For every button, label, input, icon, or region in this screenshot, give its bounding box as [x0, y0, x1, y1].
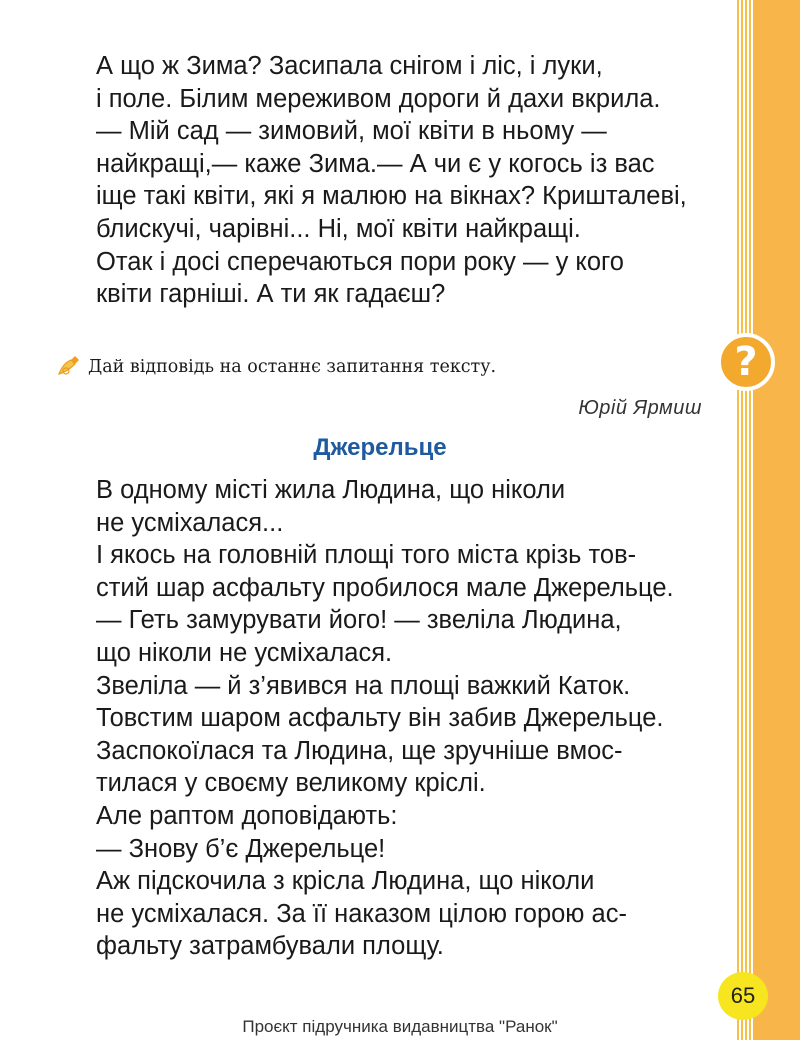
- task-text: Дай відповідь на останнє запитання тексту.: [88, 357, 497, 377]
- story-title: Джерельце: [313, 434, 447, 461]
- paragraph: Отак і досі сперечаються пори року — у кого квіти гарніші. А ти як гадаєш?: [96, 247, 624, 309]
- footer-note: Проєкт підручника видавництва "Ранок": [242, 1017, 558, 1036]
- story-end: [56, 50, 704, 311]
- paragraph: — Геть замурувати його! — звеліла Людина, що ніколи не усміхалася.: [96, 606, 622, 667]
- paragraph: Але раптом доповідають:: [96, 801, 398, 830]
- paragraph: А що ж Зима? Засипала снігом і ліс, і луки, і поле. Білим мереживом дороги й дахи вкрила.: [96, 52, 661, 113]
- paragraph: І якось на головній площі того міста крізь тов- стий шар асфальту пробилося мале Джерельце.: [96, 541, 674, 602]
- paragraph: Заспокоїлася та Людина, ще зручніше вмос- тилася у своєму великому кріслі.: [96, 736, 623, 798]
- paragraph: Аж підскочила з крісла Людина, що ніколи не усміхалася. За її наказом цілою горою ас- фальту затрамбували площу.: [96, 867, 627, 961]
- paragraph: — Знову б’є Джерельце!: [96, 834, 386, 863]
- author-name: Юрій Ярмиш: [578, 397, 702, 419]
- page-side-stripe: [737, 0, 800, 1040]
- story-text: [56, 474, 704, 963]
- pencil-hand-icon: [56, 354, 82, 386]
- paragraph: — Мій сад — зимовий, мої квіти в ньому — найкращі,— каже Зима.— А чи є у когось із вас іще такі квіти, які я малюю на вікнах? Кришталеві, блискучі, чарівні... Ні, мої квіти найкращі.: [96, 117, 687, 243]
- paragraph: Звеліла — й з’явився на площі важкий Каток. Товстим шаром асфальту він забив Джерельце.: [96, 671, 664, 733]
- task-line: [56, 354, 716, 386]
- question-badge: ?: [717, 333, 775, 391]
- page-number: 65: [718, 972, 768, 1020]
- paragraph: В одному місті жила Людина, що ніколи не усміхалася...: [96, 476, 566, 537]
